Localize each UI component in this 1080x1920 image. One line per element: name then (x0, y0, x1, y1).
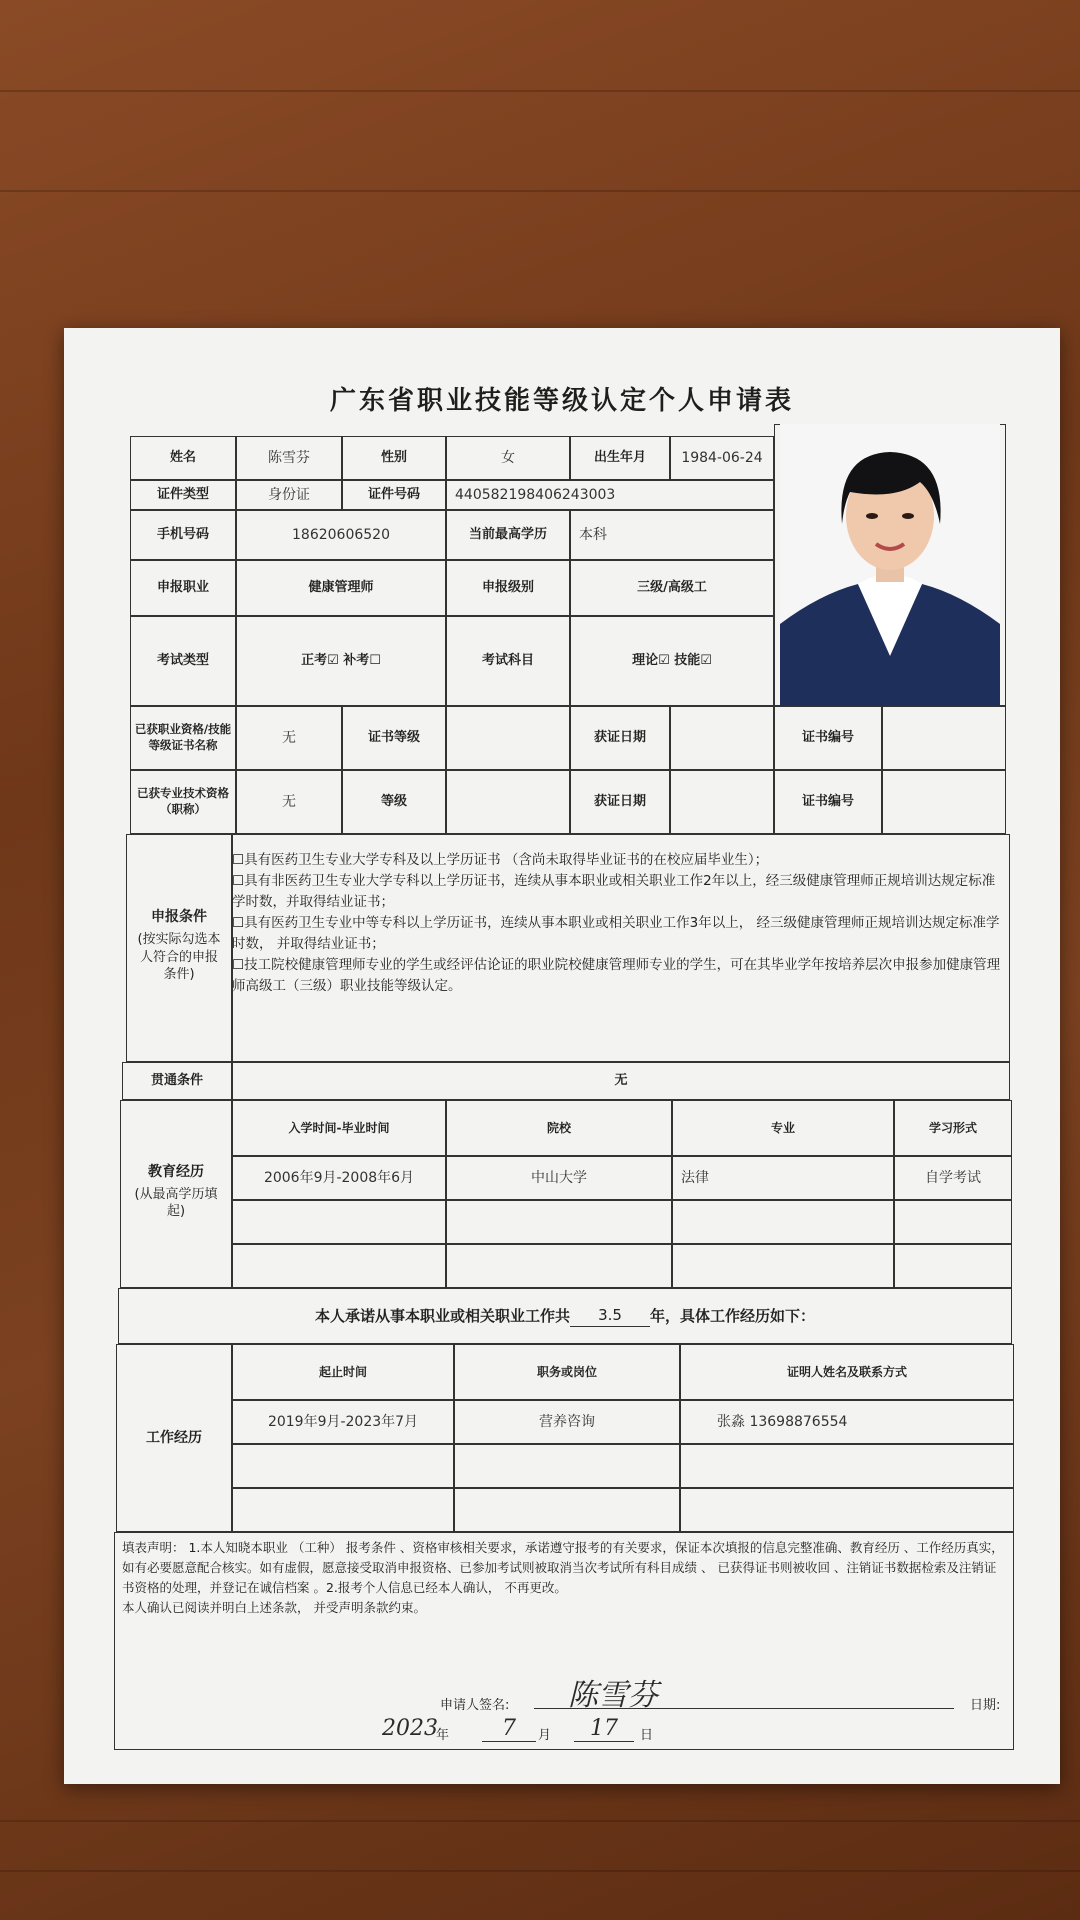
work-empty-row (232, 1488, 454, 1532)
work-empty-row (232, 1444, 454, 1488)
edu-header-school: 院校 (446, 1100, 672, 1156)
edu-header-major: 专业 (672, 1100, 894, 1156)
label-name: 姓名 (130, 436, 236, 480)
label-conditions-sub: (按实际勾选本人符合的申报条件) (137, 932, 221, 983)
value-acquire-date2 (670, 770, 774, 834)
label-education: 当前最高学历 (446, 510, 570, 560)
edu-empty-row (446, 1200, 672, 1244)
label-acquire-date2: 获证日期 (570, 770, 670, 834)
signature-month-unit: 月 (538, 1728, 552, 1743)
label-cert-no: 证书编号 (774, 706, 882, 770)
signature-day-unit: 日 (640, 1728, 654, 1743)
label-birth: 出生年月 (570, 436, 670, 480)
commitment-row (118, 1288, 1012, 1344)
label-through: 贯通条件 (122, 1062, 232, 1100)
label-pro-title: 已获专业技术资格（职称） (130, 770, 236, 834)
declaration-text (122, 1538, 1008, 1618)
value-id-number: 440582198406243003 (446, 480, 774, 510)
signature-month: 7 (482, 1716, 536, 1742)
label-work-history: 工作经历 (116, 1344, 232, 1532)
label-level: 申报级别 (446, 560, 570, 616)
commitment-prefix: 本人承诺从事本职业或相关职业工作共 (314, 1306, 570, 1325)
work-header-witness: 证明人姓名及联系方式 (680, 1344, 1014, 1400)
label-gender: 性别 (342, 436, 446, 480)
label-id-number: 证件号码 (342, 480, 446, 510)
work-header-position: 职务或岗位 (454, 1344, 680, 1400)
label-conditions: 申报条件 (151, 909, 207, 926)
work-cell-witness: 张淼 13698876554 (680, 1400, 1014, 1444)
conditions-list (232, 850, 1002, 996)
commitment-years: 3.5 (570, 1305, 650, 1326)
value-pro-title: 无 (236, 770, 342, 834)
value-cert-level (446, 706, 570, 770)
condition-item[interactable]: ☐具有非医药卫生专业大学专科以上学历证书，连续从事本职业或相关职业工作2年以上，经三级健康管理师正规培训达规定标准学时数，并取得结业证书； (232, 872, 996, 910)
value-grade (446, 770, 570, 834)
label-occupation: 申报职业 (130, 560, 236, 616)
value-exam-subject: 理论☑ 技能☑ (570, 616, 774, 706)
edu-empty-row (232, 1200, 446, 1244)
value-gender: 女 (446, 436, 570, 480)
value-name: 陈雪芬 (236, 436, 342, 480)
value-birth: 1984-06-24 (670, 436, 774, 480)
edu-cell-form: 自学考试 (894, 1156, 1012, 1200)
work-empty-row (454, 1488, 680, 1532)
work-cell-period: 2019年9月-2023年7月 (232, 1400, 454, 1444)
label-exam-type: 考试类型 (130, 616, 236, 706)
edu-cell-major: 法律 (672, 1156, 894, 1200)
edu-header-form: 学习形式 (894, 1100, 1012, 1156)
edu-empty-row (894, 1244, 1012, 1288)
work-header-period: 起止时间 (232, 1344, 454, 1400)
conditions-label-cell (126, 834, 232, 1062)
edu-cell-school: 中山大学 (446, 1156, 672, 1200)
label-grade: 等级 (342, 770, 446, 834)
signature-name: 陈雪芬 (568, 1678, 658, 1713)
signature-year-unit: 年 (436, 1728, 450, 1743)
commitment-suffix: 年，具体工作经历如下： (650, 1306, 816, 1325)
label-edu-history: 教育经历 (148, 1164, 204, 1180)
edu-empty-row (894, 1200, 1012, 1244)
condition-item[interactable]: ☐技工院校健康管理师专业的学生或经评估论证的职业院校健康管理师专业的学生，可在其毕业学年按培养层次申报参加健康管理师高级工（三级）职业技能等级认定。 (232, 956, 1001, 994)
condition-item[interactable]: ☐具有医药卫生专业中等专科以上学历证书，连续从事本职业或相关职业工作3年以上， 经三级健康管理师正规培训达规定标准学时数， 并取得结业证书； (232, 914, 1000, 952)
label-cert-no2: 证书编号 (774, 770, 882, 834)
edu-empty-row (672, 1244, 894, 1288)
work-empty-row (454, 1444, 680, 1488)
edu-cell-period: 2006年9月-2008年6月 (232, 1156, 446, 1200)
value-phone: 18620606520 (236, 510, 446, 560)
form-title: 广东省职业技能等级认定个人申请表 (329, 386, 794, 416)
label-acquire-date: 获证日期 (570, 706, 670, 770)
signature-year: 2023 (382, 1716, 438, 1741)
value-level: 三级/高级工 (570, 560, 774, 616)
work-cell-position: 营养咨询 (454, 1400, 680, 1444)
portrait-illustration (780, 424, 1000, 706)
edu-header-period: 入学时间-毕业时间 (232, 1100, 446, 1156)
condition-item[interactable]: ☐具有医药卫生专业大学专科及以上学历证书 （含尚未取得毕业证书的在校应届毕业生）； (232, 852, 769, 868)
label-id-type: 证件类型 (130, 480, 236, 510)
edu-empty-row (232, 1244, 446, 1288)
value-cert-no2 (882, 770, 1006, 834)
label-edu-history-sub: (从最高学历填起) (134, 1186, 218, 1220)
label-exam-subject: 考试科目 (446, 616, 570, 706)
value-acquire-date (670, 706, 774, 770)
label-cert-acquired: 已获职业资格/技能等级证书名称 (130, 706, 236, 770)
edu-empty-row (446, 1244, 672, 1288)
applicant-photo-image (780, 424, 1000, 706)
signature-label: 申请人签名: (440, 1698, 510, 1713)
edu-label-cell (120, 1100, 232, 1288)
value-cert-acquired: 无 (236, 706, 342, 770)
declaration-paragraph: 填表声明： 1.本人知晓本职业 （工种） 报考条件 、资格审核相关要求，承诺遵守报考的有关要求，保证本次填报的信息完整准确、教育经历 、工作经历真实，如有必要愿意配合核实。如有虚假，愿意接受取消申报资格、已参加考试则被取消当次考试所有科目成绩 、 已获得证书则被收回 、注销证书数据检索及注销证书资格的处理，并登记在诚信档案 。2.报考个人信息已经本人确认， 不再更改。 (122, 1540, 1004, 1595)
value-occupation: 健康管理师 (236, 560, 446, 616)
application-form-paper (64, 328, 1060, 1784)
value-id-type: 身份证 (236, 480, 342, 510)
work-empty-row (680, 1488, 1014, 1532)
value-exam-type: 正考☑ 补考☐ (236, 616, 446, 706)
value-through: 无 (232, 1062, 1010, 1100)
edu-empty-row (672, 1200, 894, 1244)
signature-day: 17 (574, 1716, 634, 1742)
work-empty-row (680, 1444, 1014, 1488)
value-education: 本科 (570, 510, 774, 560)
declaration-confirm: 本人确认已阅读并明白上述条款， 并受声明条款约束。 (122, 1600, 426, 1615)
label-phone: 手机号码 (130, 510, 236, 560)
label-cert-level: 证书等级 (342, 706, 446, 770)
value-cert-no (882, 706, 1006, 770)
signature-date-label: 日期: (970, 1698, 1001, 1713)
